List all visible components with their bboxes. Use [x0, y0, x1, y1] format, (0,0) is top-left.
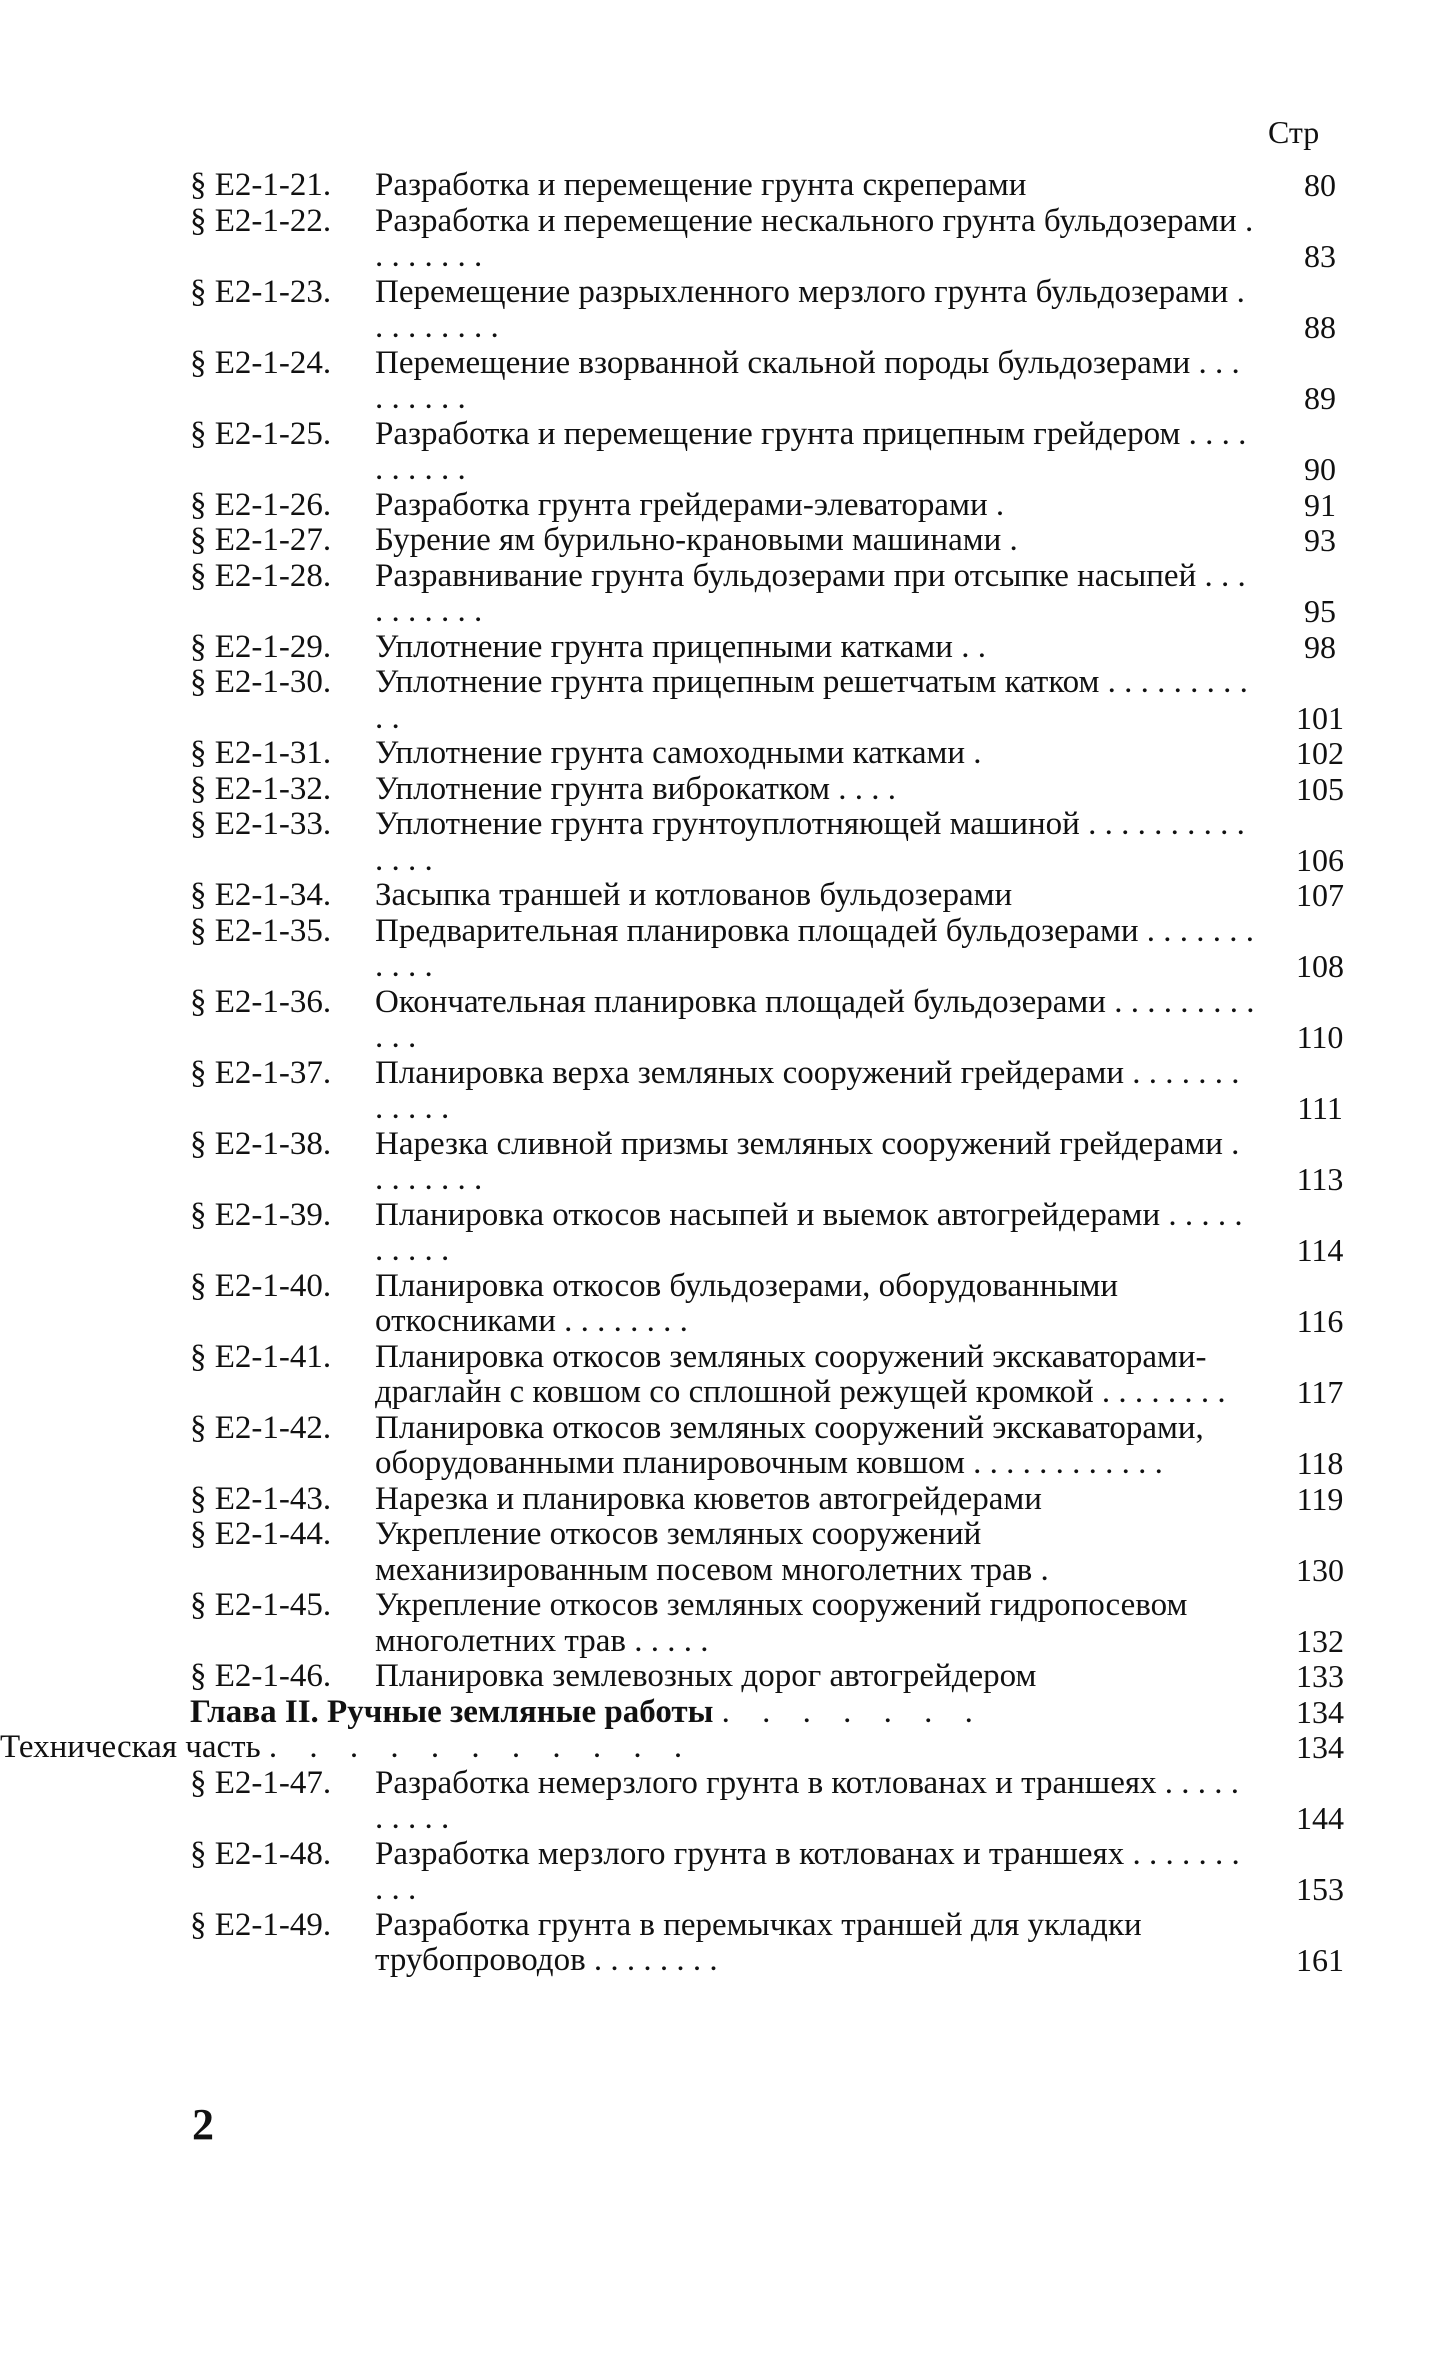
entry-page-number: 107 — [1296, 877, 1344, 913]
entry-page-number: 117 — [1296, 1374, 1344, 1410]
entry-title: Разработка и перемещение нескального грунта бульдозерами . . . . . . . . — [375, 202, 1254, 274]
entry-number: § Е2-1-32. — [190, 770, 332, 807]
entry-body — [190, 1411, 1255, 1482]
entry-title: Разработка и перемещение грунта прицепным грейдером . . . . . . . . . . — [375, 415, 1247, 487]
leader-dots: . . . . . . . . . . . — [268, 1729, 695, 1765]
entry-number: § Е2-1-42. — [190, 1409, 332, 1446]
toc-entry — [190, 1269, 1370, 1340]
entry-number: § Е2-1-21. — [190, 167, 332, 203]
entry-body — [190, 630, 1255, 666]
entry-body — [0, 1730, 1255, 1766]
entry-body — [190, 1198, 1255, 1269]
toc-entry — [190, 1766, 1370, 1837]
entry-number: § Е2-1-28. — [190, 557, 332, 594]
entry-body — [190, 1127, 1255, 1198]
entry-title: Нарезка сливной призмы земляных сооружений грейдерами . . . . . . . . — [375, 1125, 1240, 1197]
entry-page-number: 132 — [1296, 1622, 1344, 1659]
toc-entry — [190, 1127, 1370, 1198]
entry-body — [190, 417, 1255, 488]
toc-entry — [190, 1198, 1370, 1269]
entry-page-number: 134 — [1296, 1693, 1344, 1730]
entry-number: § Е2-1-24. — [190, 344, 332, 381]
entry-body — [190, 1695, 1442, 1731]
chapter-entry — [0, 1695, 1370, 1731]
entry-body — [190, 914, 1255, 985]
entry-page-number: 91 — [1304, 486, 1336, 523]
entry-body — [190, 878, 1255, 914]
entry-number: § Е2-1-39. — [190, 1196, 332, 1233]
entry-page-number: 130 — [1296, 1551, 1344, 1588]
entry-number: § Е2-1-44. — [190, 1516, 332, 1552]
entry-title: Разработка и перемещение грунта скреперами — [375, 167, 1027, 203]
entry-title: Перемещение разрыхленного мерзлого грунта бульдозерами . . . . . . . . . — [375, 273, 1245, 345]
entry-number: § Е2-1-36. — [190, 983, 332, 1020]
toc-entry — [190, 1908, 1370, 1979]
entry-title: Разработка мерзлого грунта в котлованах и траншеях . . . . . . . . . . — [375, 1835, 1240, 1907]
entry-title: Уплотнение грунта самоходными катками . — [375, 735, 982, 771]
toc-entry — [190, 559, 1370, 630]
entry-page-number: 113 — [1296, 1161, 1344, 1197]
entry-number: § Е2-1-30. — [190, 664, 332, 700]
entry-number: § Е2-1-22. — [190, 202, 332, 239]
section-line — [0, 1730, 1255, 1766]
entry-title: Предварительная планировка площадей бульдозерами . . . . . . . . . . . — [375, 912, 1255, 984]
entry-page-number: 83 — [1304, 238, 1336, 274]
page-column-header: Стр — [1268, 114, 1320, 150]
toc-entry — [190, 275, 1370, 346]
entry-number: § Е2-1-33. — [190, 806, 332, 842]
entry-title: Уплотнение грунта грунтоуплотняющей машиной . . . . . . . . . . . . . . — [375, 806, 1245, 878]
entry-number: § Е2-1-27. — [190, 522, 332, 558]
entry-body — [190, 1837, 1255, 1908]
section-entry — [0, 1730, 1370, 1766]
chapter-line — [190, 1695, 1442, 1731]
entry-page-number: 110 — [1296, 1019, 1344, 1055]
entry-body — [190, 985, 1255, 1056]
entry-number: § Е2-1-49. — [190, 1906, 332, 1943]
toc-entry — [190, 1588, 1370, 1659]
entry-number: § Е2-1-41. — [190, 1338, 332, 1375]
entry-page-number: 80 — [1304, 167, 1336, 203]
entry-body — [190, 488, 1255, 524]
entry-page-number: 118 — [1296, 1445, 1344, 1481]
entry-body — [190, 559, 1255, 630]
entry-title: Планировка откосов земляных сооружений экскаваторами, оборудованными планировочным ковшом . . . . . . . . . . . . — [375, 1409, 1204, 1481]
entry-body — [190, 204, 1255, 275]
entry-page-number: 133 — [1296, 1658, 1344, 1694]
table-of-contents — [0, 167, 1370, 1979]
entry-title: Окончательная планировка площадей бульдозерами . . . . . . . . . . . . — [375, 983, 1255, 1055]
entry-title: Планировка откосов земляных сооружений экскаваторами-драглайн с ковшом со сплошной режущей кромкой . . . . . . . . — [375, 1338, 1226, 1410]
toc-entry — [190, 736, 1370, 772]
entry-page-number: 93 — [1304, 522, 1336, 558]
toc-entry — [190, 1517, 1370, 1588]
toc-entry — [190, 1340, 1370, 1411]
section-title: Техническая часть — [0, 1729, 261, 1765]
toc-entry — [190, 417, 1370, 488]
entry-title: Планировка землевозных дорог автогрейдером — [375, 1658, 1037, 1694]
entry-page-number: 119 — [1296, 1480, 1344, 1517]
entry-page-number: 102 — [1296, 735, 1344, 771]
entry-title: Укрепление откосов земляных сооружений механизированным посевом многолетних трав . — [375, 1516, 1049, 1588]
leader-dots: . . . . . . . — [721, 1693, 985, 1730]
entry-number: § Е2-1-26. — [190, 486, 332, 523]
toc-entry — [190, 630, 1370, 666]
entry-title: Планировка верха земляных сооружений грейдерами . . . . . . . . . . . . — [375, 1054, 1240, 1126]
toc-entry — [190, 168, 1370, 204]
page-number: 2 — [192, 2100, 214, 2149]
entry-page-number: 114 — [1296, 1232, 1344, 1268]
entry-number: § Е2-1-48. — [190, 1835, 332, 1872]
entry-title: Уплотнение грунта прицепными катками . . — [375, 628, 986, 665]
entry-page-number: 111 — [1297, 1090, 1343, 1126]
entry-body — [190, 1659, 1255, 1695]
toc-entry — [190, 1659, 1370, 1695]
entry-title: Укрепление откосов земляных сооружений гидропосевом многолетних трав . . . . . — [375, 1587, 1188, 1659]
entry-title: Разработка грунта грейдерами-элеваторами . — [375, 486, 1005, 523]
entry-number: § Е2-1-43. — [190, 1480, 332, 1517]
entry-page-number: 89 — [1304, 380, 1336, 416]
chapter-title: Ручные земляные работы — [327, 1693, 714, 1730]
entry-number: § Е2-1-40. — [190, 1267, 332, 1304]
toc-entry — [190, 914, 1370, 985]
entry-body — [190, 1340, 1255, 1411]
entry-title: Разработка немерзлого грунта в котлованах и траншеях . . . . . . . . . . — [375, 1764, 1240, 1836]
entry-body — [190, 523, 1255, 559]
entry-body — [190, 1056, 1255, 1127]
entry-number: § Е2-1-37. — [190, 1054, 332, 1091]
entry-title: Разработка грунта в перемычках траншей для укладки трубопроводов . . . . . . . . — [375, 1906, 1142, 1978]
toc-entry — [190, 1837, 1370, 1908]
toc-entry — [190, 346, 1370, 417]
entry-title: Планировка откосов бульдозерами, оборудованными откосниками . . . . . . . . — [375, 1267, 1119, 1339]
entry-body — [190, 1766, 1255, 1837]
toc-entry — [190, 878, 1370, 914]
entry-page-number: 95 — [1304, 593, 1336, 629]
entry-body — [190, 1908, 1255, 1979]
entry-page-number: 161 — [1296, 1942, 1344, 1978]
entry-number: § Е2-1-31. — [190, 735, 332, 771]
entry-body — [190, 1482, 1255, 1518]
toc-entry — [190, 1411, 1370, 1482]
entry-page-number: 153 — [1296, 1871, 1344, 1907]
entry-page-number: 116 — [1296, 1303, 1344, 1339]
entry-title: Разравнивание грунта бульдозерами при отсыпке насыпей . . . . . . . . . . — [375, 557, 1246, 629]
entry-number: § Е2-1-34. — [190, 877, 332, 913]
entry-body — [190, 665, 1255, 736]
entry-number: § Е2-1-29. — [190, 628, 332, 665]
toc-entry — [190, 665, 1370, 736]
entry-number: § Е2-1-47. — [190, 1764, 332, 1801]
chapter-label: Глава II. — [190, 1693, 319, 1730]
toc-entry — [190, 523, 1370, 559]
entry-title: Планировка откосов насыпей и выемок автогрейдерами . . . . . . . . . . — [375, 1196, 1243, 1268]
toc-entry — [190, 772, 1370, 808]
entry-page-number: 88 — [1304, 309, 1336, 345]
entry-body — [190, 168, 1255, 204]
toc-entry — [190, 1482, 1370, 1518]
entry-body — [190, 1517, 1255, 1588]
entry-title: Уплотнение грунта виброкатком . . . . — [375, 770, 896, 807]
toc-entry — [190, 488, 1370, 524]
toc-entry — [190, 1056, 1370, 1127]
entry-page-number: 134 — [1296, 1729, 1344, 1765]
entry-body — [190, 346, 1255, 417]
entry-page-number: 105 — [1296, 770, 1344, 807]
entry-page-number: 144 — [1296, 1800, 1344, 1836]
entry-title: Перемещение взорванной скальной породы бульдозерами . . . . . . . . . — [375, 344, 1240, 416]
entry-page-number: 98 — [1304, 628, 1336, 665]
entry-number: § Е2-1-35. — [190, 912, 332, 949]
entry-body — [190, 1588, 1255, 1659]
entry-body — [190, 1269, 1255, 1340]
entry-number: § Е2-1-25. — [190, 415, 332, 452]
entry-title: Уплотнение грунта прицепным решетчатым катком . . . . . . . . . . . — [375, 664, 1248, 736]
entry-body — [190, 275, 1255, 346]
entry-number: § Е2-1-38. — [190, 1125, 332, 1162]
entry-body — [190, 736, 1255, 772]
entry-page-number: 108 — [1296, 948, 1344, 984]
toc-entry — [190, 985, 1370, 1056]
toc-entry — [190, 807, 1370, 878]
entry-number: § Е2-1-45. — [190, 1587, 332, 1623]
entry-page-number: 90 — [1304, 451, 1336, 487]
entry-page-number: 106 — [1296, 841, 1344, 878]
entry-page-number: 101 — [1296, 699, 1344, 736]
entry-title: Бурение ям бурильно-крановыми машинами . — [375, 522, 1018, 558]
entry-number: § Е2-1-23. — [190, 273, 332, 310]
entry-body — [190, 772, 1255, 808]
entry-title: Нарезка и планировка кюветов автогрейдерами — [375, 1480, 1042, 1517]
entry-title: Засыпка траншей и котлованов бульдозерами — [375, 877, 1013, 913]
toc-entry — [190, 204, 1370, 275]
entry-number: § Е2-1-46. — [190, 1658, 332, 1694]
entry-body — [190, 807, 1255, 878]
